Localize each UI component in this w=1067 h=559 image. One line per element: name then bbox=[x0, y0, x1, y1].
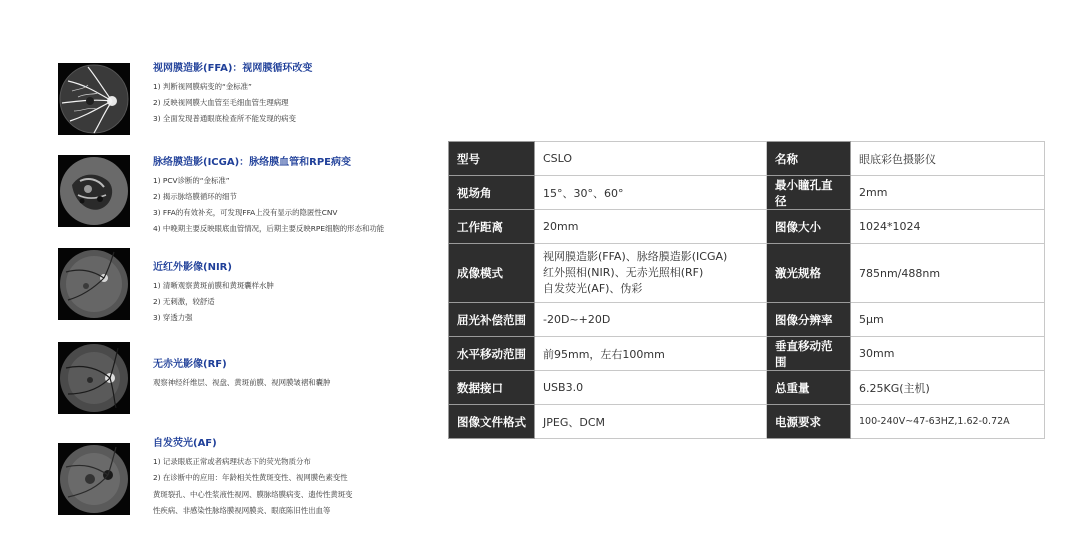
af-text-block bbox=[153, 437, 453, 520]
spec-value: 前95mm，左右100mm bbox=[535, 337, 767, 371]
rf-title: 无赤光影像(RF) bbox=[153, 359, 227, 370]
table-row bbox=[449, 337, 1045, 371]
rf-line: 观察神经纤维层、视盘、黄斑前膜、视网膜皱褶和囊肿 bbox=[153, 378, 331, 387]
ffa-title: 视网膜造影(FFA)：视网膜循环改变 bbox=[153, 63, 313, 74]
icga-line: 3) FFA的有效补充，可发现FFA上没有显示的隐匿性CNV bbox=[153, 208, 338, 217]
spec-label: 图像分辨率 bbox=[767, 303, 851, 337]
af-line: 性疾病、非感染性脉络膜视网膜炎、眼底陈旧性出血等 bbox=[153, 506, 331, 516]
spec-label: 激光规格 bbox=[767, 244, 851, 303]
ffa-line: 2) 反映视网膜大血管至毛细血管生理病理 bbox=[153, 98, 289, 107]
af-line: 1) 记录眼底正常或者病理状态下的荧光物质分布 bbox=[153, 457, 311, 466]
spec-value: 15°、30°、60° bbox=[535, 176, 767, 210]
table-row bbox=[449, 176, 1045, 210]
spec-label: 屈光补偿范围 bbox=[449, 303, 535, 337]
spec-value-imaging-modes bbox=[535, 244, 767, 303]
spec-value: -20D~+20D bbox=[535, 303, 767, 337]
spec-value: 5μm bbox=[851, 303, 1045, 337]
icga-text-block bbox=[153, 156, 453, 237]
icga-fundus-image bbox=[58, 155, 130, 227]
spec-label: 垂直移动范围 bbox=[767, 337, 851, 371]
af-title: 自发荧光(AF) bbox=[153, 438, 217, 449]
table-row bbox=[449, 210, 1045, 244]
nir-line: 2) 无刺激，较舒适 bbox=[153, 297, 215, 306]
spec-label: 视场角 bbox=[449, 176, 535, 210]
nir-title: 近红外影像(NIR) bbox=[153, 262, 232, 273]
af-fundus-image bbox=[58, 443, 130, 515]
spec-value-line: 自发荧光(AF)、伪彩 bbox=[543, 282, 643, 295]
nir-line: 1) 清晰观察黄斑前膜和黄斑囊样水肿 bbox=[153, 281, 274, 290]
table-row bbox=[449, 405, 1045, 439]
spec-value: JPEG、DCM bbox=[535, 405, 767, 439]
spec-value: USB3.0 bbox=[535, 371, 767, 405]
spec-label: 电源要求 bbox=[767, 405, 851, 439]
spec-value: 100-240V~47-63HZ,1.62-0.72A bbox=[851, 405, 1045, 439]
spec-label: 总重量 bbox=[767, 371, 851, 405]
table-row bbox=[449, 371, 1045, 405]
spec-label: 数据接口 bbox=[449, 371, 535, 405]
spec-label: 图像文件格式 bbox=[449, 405, 535, 439]
icga-line: 2) 揭示脉络膜循环的细节 bbox=[153, 192, 237, 201]
spec-value-line: 红外照相(NIR)、无赤光照相(RF) bbox=[543, 266, 704, 279]
nir-line: 3) 穿透力强 bbox=[153, 313, 193, 322]
spec-value: 20mm bbox=[535, 210, 767, 244]
spec-value-line: 视网膜造影(FFA)、脉络膜造影(ICGA) bbox=[543, 250, 728, 263]
spec-value: 6.25KG(主机) bbox=[851, 371, 1045, 405]
icga-line: 1) PCV诊断的“金标准” bbox=[153, 176, 230, 185]
specs-table bbox=[448, 141, 1045, 439]
spec-value: 30mm bbox=[851, 337, 1045, 371]
table-row bbox=[449, 303, 1045, 337]
ffa-line: 1) 判断视网膜病变的“金标准” bbox=[153, 82, 252, 91]
spec-value: 785nm/488nm bbox=[851, 244, 1045, 303]
af-line: 黄斑裂孔、中心性浆液性视网、膜脉络膜病变、遗传性黄斑变 bbox=[153, 489, 353, 499]
nir-text-block bbox=[153, 261, 453, 326]
rf-text-block bbox=[153, 358, 453, 391]
table-row bbox=[449, 244, 1045, 303]
spec-value: 眼底彩色摄影仪 bbox=[851, 142, 1045, 176]
ffa-text-block bbox=[153, 62, 453, 127]
ffa-fundus-image bbox=[58, 63, 130, 135]
ffa-line: 3) 全面发现普通眼底检查所不能发现的病变 bbox=[153, 114, 296, 123]
icga-title: 脉络膜造影(ICGA)：脉络膜血管和RPE病变 bbox=[153, 157, 352, 168]
nir-fundus-image bbox=[58, 248, 130, 320]
icga-line: 4) 中晚期主要反映眼底血管情况，后期主要反映RPE细胞的形态和功能 bbox=[153, 224, 385, 233]
spec-value: 1024*1024 bbox=[851, 210, 1045, 244]
spec-value: 2mm bbox=[851, 176, 1045, 210]
table-row bbox=[449, 142, 1045, 176]
spec-label: 水平移动范围 bbox=[449, 337, 535, 371]
spec-value: CSLO bbox=[535, 142, 767, 176]
spec-label: 工作距离 bbox=[449, 210, 535, 244]
rf-fundus-image bbox=[58, 342, 130, 414]
spec-label: 成像模式 bbox=[449, 244, 535, 303]
spec-label: 型号 bbox=[449, 142, 535, 176]
af-line: 2) 在诊断中的应用：年龄相关性黄斑变性、视网膜色素变性 bbox=[153, 473, 348, 483]
spec-label: 最小瞳孔直径 bbox=[767, 176, 851, 210]
spec-label: 图像大小 bbox=[767, 210, 851, 244]
spec-label: 名称 bbox=[767, 142, 851, 176]
